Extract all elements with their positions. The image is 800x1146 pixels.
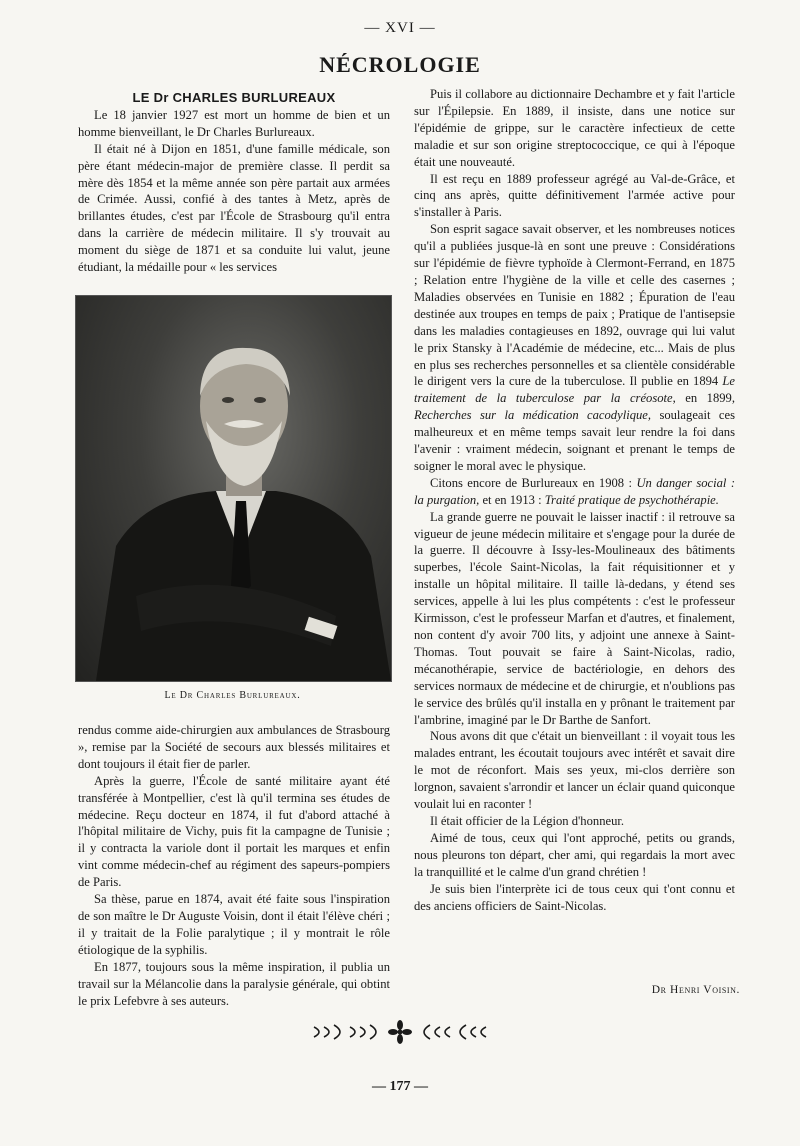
- text-run: et en 1913 :: [482, 492, 542, 507]
- text-run: soulageait ces malheureux et en même temps savait leur rendre la foi dans l'avenir : vraiment médecin, soignant et prenant le temps de soigner le moral avec le physique.: [414, 408, 735, 473]
- paragraph: Le 18 janvier 1927 est mort un homme de bien et un homme bienveillant, le Dr Charles Burlureaux.: [78, 107, 390, 139]
- paragraph: [414, 475, 735, 509]
- decorative-ornament: [310, 1019, 490, 1045]
- text-run: Son esprit sagace savait observer, et les nombreuses notices qu'il a publiées jusque-là en sont une preuve : Considérations sur l'épidémie de fièvre typhoïde à Clermont-Ferrand, en 1875 ; Relation entre l'hygiène de la ville et celle des casernes ; Maladies observées en Tunisie en 1882 ; Épuration de l'eau destinée aux troupes en temps de paix ; Pratique de l'antisepsie dans les maladies contagieuses en 1892, ouvrage qui lui valut le prix Stansky à l'Académie de médecine, etc... Mais de plus en plus ses recherches personnelles et sa clientèle considérable le dirigent vers la cure de la tuberculose. Il publie en 1894: [414, 222, 735, 389]
- left-column-bottom: [78, 722, 390, 1009]
- book-title: Traité pratique de psychothérapie.: [544, 492, 719, 507]
- paragraph: Il était né à Dijon en 1851, d'une famille médicale, son père étant médecin-major de première classe. Il perdit sa mère dès 1854 et la même année son père partait aux armées de Crimée. Aussi, confié à des tantes à Metz, après de brillantes études, c'est par l'École de Strasbourg qu'il entra dans la carrière de médecin militaire. Il s'y trouvait au moment du siège de 1871 et sa conduite lui valut, jeune étudiant, la médaille pour « les services: [78, 141, 390, 275]
- paragraph: En 1877, toujours sous la même inspiration, il publia un travail sur la Mélancolie dans la paralysie générale, qui obtint le prix Lefebvre à ses auteurs.: [78, 959, 390, 1008]
- book-title: Un danger social : la purgation,: [414, 475, 736, 507]
- book-title: Le traitement de la tuberculose par la créosote,: [414, 374, 735, 406]
- paragraph: rendus comme aide-chirurgien aux ambulances de Strasbourg », remise par la Société de secours aux blessés militaires et dont toujours il était fier de parler.: [78, 723, 390, 771]
- paragraph: Il est reçu en 1889 professeur agrégé au Val-de-Grâce, et cinq ans après, quitte définitivement l'armée active pour s'installer à Paris.: [414, 171, 735, 220]
- signature: Dr Henri Voisin.: [651, 984, 740, 996]
- paragraph: Il était officier de la Légion d'honneur.: [430, 813, 625, 828]
- paragraph: Puis il collabore au dictionnaire Dechambre et y fait l'article sur l'Épilepsie. En 1889, il insiste, dans une notice sur l'épidémie de grippe, sur le caractère infectieux de cette maladie et sur son origine streptococcique, ce qui à l'époque était une nouveauté.: [414, 87, 735, 169]
- paragraph: La grande guerre ne pouvait le laisser inactif : il retrouve sa vigueur de jeune médecin militaire et s'engage pour la durée de la guerre. Il découvre à Issy-les-Moulineaux des bâtiments superbes, l'école Saint-Nicolas, la fait réquisitionner et y installe un hôpital militaire. Il taille là-dedans, y étend ses services, appelle à lui les plus compétents : c'est le professeur Kirmisson, c'est le professeur Marfan et d'autres, et finalement, non content d'y avoir 700 lits, y adjoint une annexe à Saint-Thomas. Tout pouvait se faire à Saint-Nicolas, radio, mécanothérapie, service de bactériologie, en dehors des services normaux de médecine et de chirurgie, et n'oublions pas le service des brûlés qu'il installa en y prônant le traitement par l'ambrine, imaginé par le Dr Barthe de Sanfort.: [414, 509, 735, 727]
- paragraph: Aimé de tous, ceux qui l'ont approché, petits ou grands, nous pleurons ton départ, cher ami, qui regardais la mort avec la tranquillité et le calme d'un grand chrétien !: [414, 830, 735, 879]
- paragraph: Nous avons dit que c'était un bienveillant : il voyait tous les malades entrant, les écoutait toujours avec intérêt et savait dire le mot de réconfort. Mais ses yeux, mi-clos derrière son lorgnon, savaient s'arrondir et lancer un éclair quand quiconque voulait lui en raconter !: [414, 729, 735, 812]
- left-column-top: [78, 90, 390, 276]
- portrait-illustration: [76, 296, 391, 681]
- right-column: [414, 86, 735, 914]
- photo-caption: Le Dr Charles Burlureaux.: [164, 690, 301, 701]
- paragraph: Je suis bien l'interprète ici de tous ceux qui t'ont connu et des anciens officiers de Saint-Nicolas.: [414, 881, 735, 913]
- ornament-icon: [310, 1019, 490, 1045]
- paragraph: Sa thèse, parue en 1874, avait été faite sous l'inspiration de son maître le Dr Auguste Voisin, dont il était l'élève chéri ; il y traitait de la Folie paralytique ; il y montrait le rôle étiologique de la syphilis.: [78, 892, 390, 957]
- paragraph: [414, 221, 735, 475]
- page-number: — 177 —: [372, 1079, 428, 1094]
- text-run: en 1899,: [685, 391, 735, 406]
- article-heading: LE Dr CHARLES BURLUREAUX: [132, 90, 336, 105]
- text-run: Citons encore de Burlureaux en 1908 :: [430, 475, 633, 490]
- section-title: NÉCROLOGIE: [319, 52, 481, 77]
- portrait-photo: [75, 295, 392, 682]
- paragraph: Après la guerre, l'École de santé militaire ayant été transférée à Montpellier, c'est là qu'il termina ses études de médecine. Reçu docteur en 1874, il fut d'abord attaché à l'hôpital militaire de Vichy, puis fit la campagne de Tunisie ; il y contracta la variole dont il portait les marques et enfin vint comme médecin-chef au régiment des sapeurs-pompiers de Paris.: [78, 773, 390, 890]
- page-roman-numeral: — XVI —: [364, 20, 436, 36]
- book-title: Recherches sur la médication cacodylique,: [414, 408, 652, 423]
